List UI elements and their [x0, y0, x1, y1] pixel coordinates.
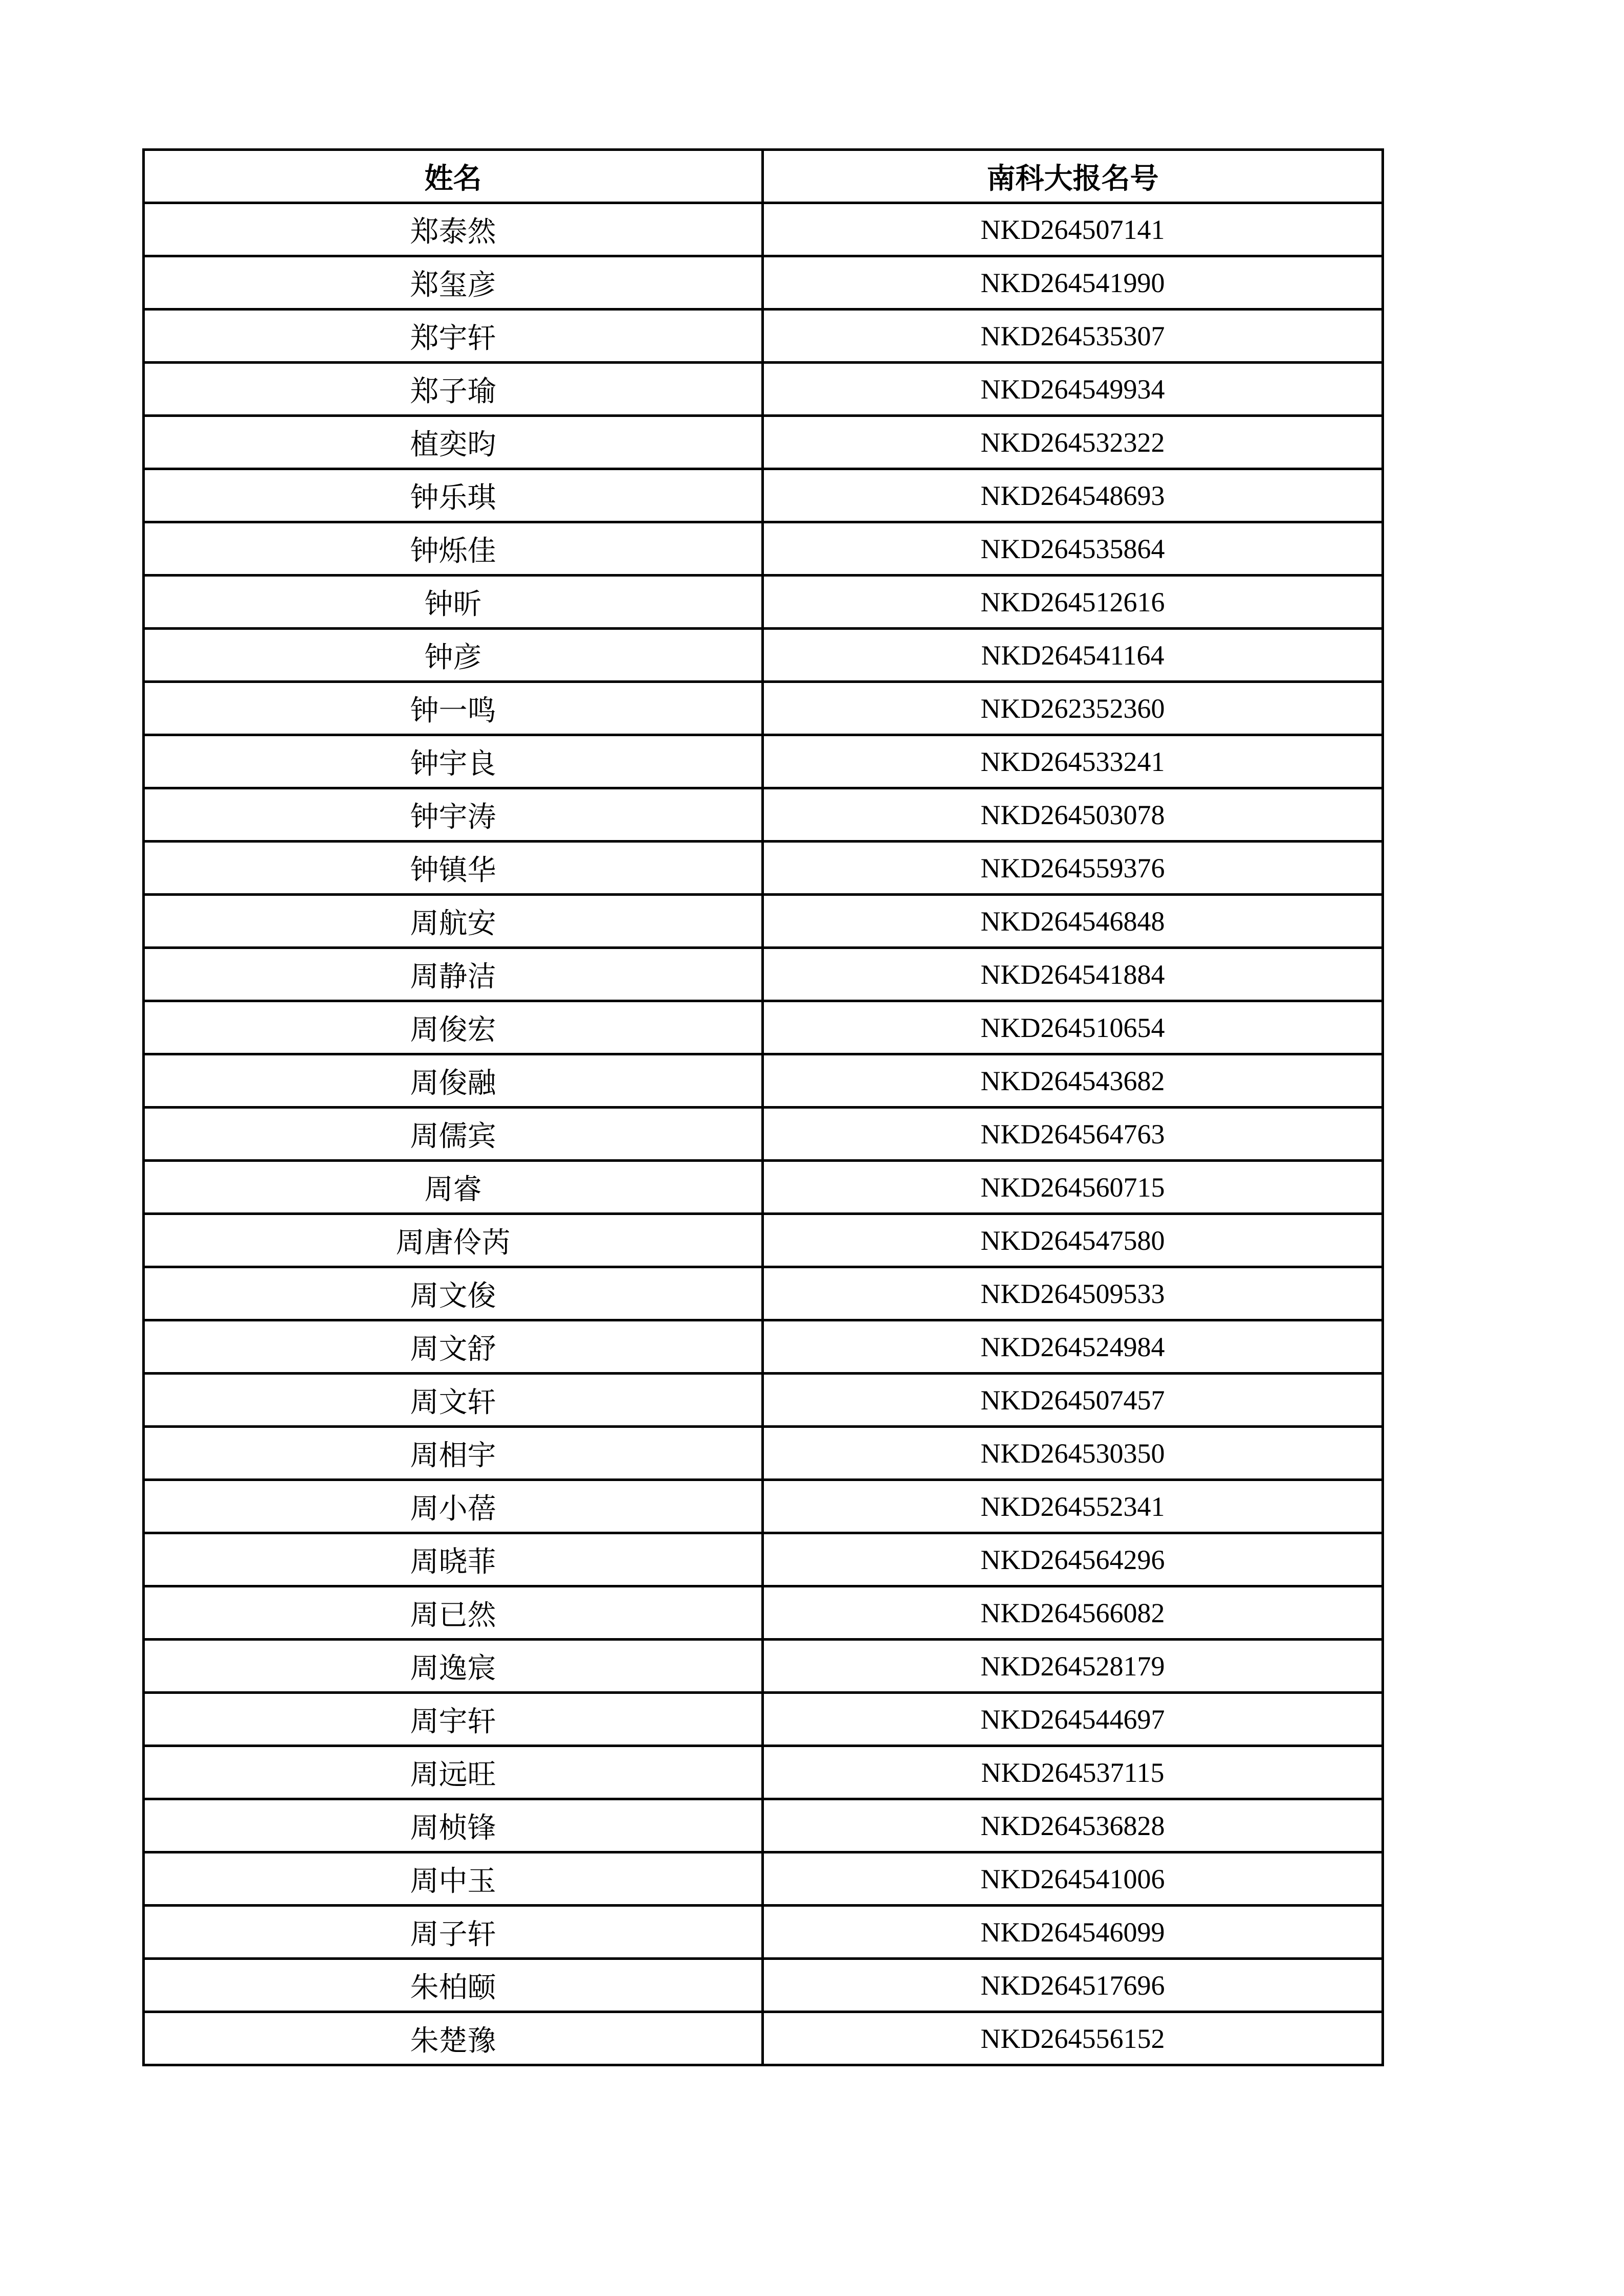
- table-row: [144, 310, 1383, 363]
- registration-number-cell: NKD264535864: [763, 522, 1383, 576]
- student-name-cell: 钟烁佳: [144, 522, 763, 576]
- table-row: [144, 1320, 1383, 1374]
- table-row: [144, 842, 1383, 895]
- table-row: [144, 1054, 1383, 1108]
- registration-number-cell: NKD262352360: [763, 682, 1383, 735]
- student-name-cell: 钟彦: [144, 629, 763, 682]
- registration-number-cell: NKD264546848: [763, 895, 1383, 948]
- table-row: [144, 735, 1383, 788]
- registration-number-cell: NKD264528179: [763, 1640, 1383, 1693]
- registration-number-cell: NKD264530350: [763, 1427, 1383, 1480]
- table-row: [144, 469, 1383, 522]
- registration-number-cell: NKD264546099: [763, 1906, 1383, 1959]
- table-row: [144, 629, 1383, 682]
- column-header-registration-number: 南科大报名号: [763, 150, 1383, 203]
- student-name-cell: 钟昕: [144, 576, 763, 629]
- registration-number-cell: NKD264509533: [763, 1267, 1383, 1320]
- registration-number-cell: NKD264510654: [763, 1001, 1383, 1054]
- table-row: [144, 1374, 1383, 1427]
- student-name-cell: 郑宇轩: [144, 310, 763, 363]
- student-name-cell: 周儒宾: [144, 1108, 763, 1161]
- registration-number-cell: NKD264507141: [763, 203, 1383, 256]
- registration-number-cell: NKD264552341: [763, 1480, 1383, 1533]
- student-name-cell: 郑玺彦: [144, 256, 763, 310]
- student-name-cell: 郑泰然: [144, 203, 763, 256]
- table-row: [144, 1693, 1383, 1746]
- student-name-cell: 周逸宸: [144, 1640, 763, 1693]
- student-name-cell: 周子轩: [144, 1906, 763, 1959]
- table-row: [144, 1852, 1383, 1906]
- registration-number-cell: NKD264548693: [763, 469, 1383, 522]
- registration-number-cell: NKD264543682: [763, 1054, 1383, 1108]
- student-name-cell: 周远旺: [144, 1746, 763, 1799]
- student-name-cell: 周桢锋: [144, 1799, 763, 1852]
- student-name-cell: 周文舒: [144, 1320, 763, 1374]
- student-name-cell: 钟镇华: [144, 842, 763, 895]
- registration-number-cell: NKD264537115: [763, 1746, 1383, 1799]
- registration-number-cell: NKD264524984: [763, 1320, 1383, 1374]
- table-header-row: [144, 150, 1383, 203]
- student-name-cell: 周文轩: [144, 1374, 763, 1427]
- table-row: [144, 1427, 1383, 1480]
- registration-number-cell: NKD264536828: [763, 1799, 1383, 1852]
- registration-number-cell: NKD264564296: [763, 1533, 1383, 1586]
- table-row: [144, 1799, 1383, 1852]
- registration-number-cell: NKD264512616: [763, 576, 1383, 629]
- student-name-cell: 周相宇: [144, 1427, 763, 1480]
- student-name-cell: 周唐伶芮: [144, 1214, 763, 1267]
- table-row: [144, 1267, 1383, 1320]
- student-name-cell: 钟一鸣: [144, 682, 763, 735]
- table-row: [144, 203, 1383, 256]
- table-row: [144, 576, 1383, 629]
- table-body: [144, 203, 1383, 2065]
- registration-number-cell: NKD264541006: [763, 1852, 1383, 1906]
- table-row: [144, 1746, 1383, 1799]
- registration-number-cell: NKD264560715: [763, 1161, 1383, 1214]
- table-row: [144, 1586, 1383, 1640]
- table-row: [144, 2012, 1383, 2065]
- table-row: [144, 1108, 1383, 1161]
- student-name-cell: 周睿: [144, 1161, 763, 1214]
- table-row: [144, 416, 1383, 469]
- student-name-cell: 周宇轩: [144, 1693, 763, 1746]
- student-name-cell: 周中玉: [144, 1852, 763, 1906]
- registration-number-cell: NKD264533241: [763, 735, 1383, 788]
- student-name-cell: 周已然: [144, 1586, 763, 1640]
- student-name-cell: 周晓菲: [144, 1533, 763, 1586]
- table-row: [144, 1214, 1383, 1267]
- registration-number-cell: NKD264559376: [763, 842, 1383, 895]
- registration-number-cell: NKD264541164: [763, 629, 1383, 682]
- student-name-cell: 周俊融: [144, 1054, 763, 1108]
- registration-number-cell: NKD264532322: [763, 416, 1383, 469]
- student-name-cell: 周航安: [144, 895, 763, 948]
- student-name-cell: 郑子瑜: [144, 363, 763, 416]
- student-name-cell: 朱楚豫: [144, 2012, 763, 2065]
- registration-number-cell: NKD264547580: [763, 1214, 1383, 1267]
- registration-number-cell: NKD264517696: [763, 1959, 1383, 2012]
- student-name-cell: 周小蓓: [144, 1480, 763, 1533]
- table-row: [144, 522, 1383, 576]
- registration-number-cell: NKD264566082: [763, 1586, 1383, 1640]
- table-row: [144, 1533, 1383, 1586]
- table-row: [144, 256, 1383, 310]
- student-name-cell: 钟宇良: [144, 735, 763, 788]
- registration-number-cell: NKD264564763: [763, 1108, 1383, 1161]
- table-row: [144, 948, 1383, 1001]
- table-row: [144, 1959, 1383, 2012]
- student-name-cell: 朱柏颐: [144, 1959, 763, 2012]
- table-row: [144, 788, 1383, 842]
- student-name-cell: 周俊宏: [144, 1001, 763, 1054]
- table-row: [144, 363, 1383, 416]
- registration-number-cell: NKD264535307: [763, 310, 1383, 363]
- admission-list-table: [142, 148, 1384, 2066]
- table-row: [144, 1480, 1383, 1533]
- table-row: [144, 1161, 1383, 1214]
- table-row: [144, 1906, 1383, 1959]
- registration-number-cell: NKD264507457: [763, 1374, 1383, 1427]
- registration-number-cell: NKD264544697: [763, 1693, 1383, 1746]
- student-name-cell: 钟乐琪: [144, 469, 763, 522]
- table-row: [144, 682, 1383, 735]
- student-name-cell: 周文俊: [144, 1267, 763, 1320]
- student-name-cell: 植奕昀: [144, 416, 763, 469]
- registration-number-cell: NKD264556152: [763, 2012, 1383, 2065]
- student-name-cell: 钟宇涛: [144, 788, 763, 842]
- registration-number-cell: NKD264503078: [763, 788, 1383, 842]
- registration-number-cell: NKD264549934: [763, 363, 1383, 416]
- table-row: [144, 1640, 1383, 1693]
- table-row: [144, 1001, 1383, 1054]
- table-row: [144, 895, 1383, 948]
- registration-number-cell: NKD264541884: [763, 948, 1383, 1001]
- registration-number-cell: NKD264541990: [763, 256, 1383, 310]
- column-header-name: 姓名: [144, 150, 763, 203]
- student-name-cell: 周静洁: [144, 948, 763, 1001]
